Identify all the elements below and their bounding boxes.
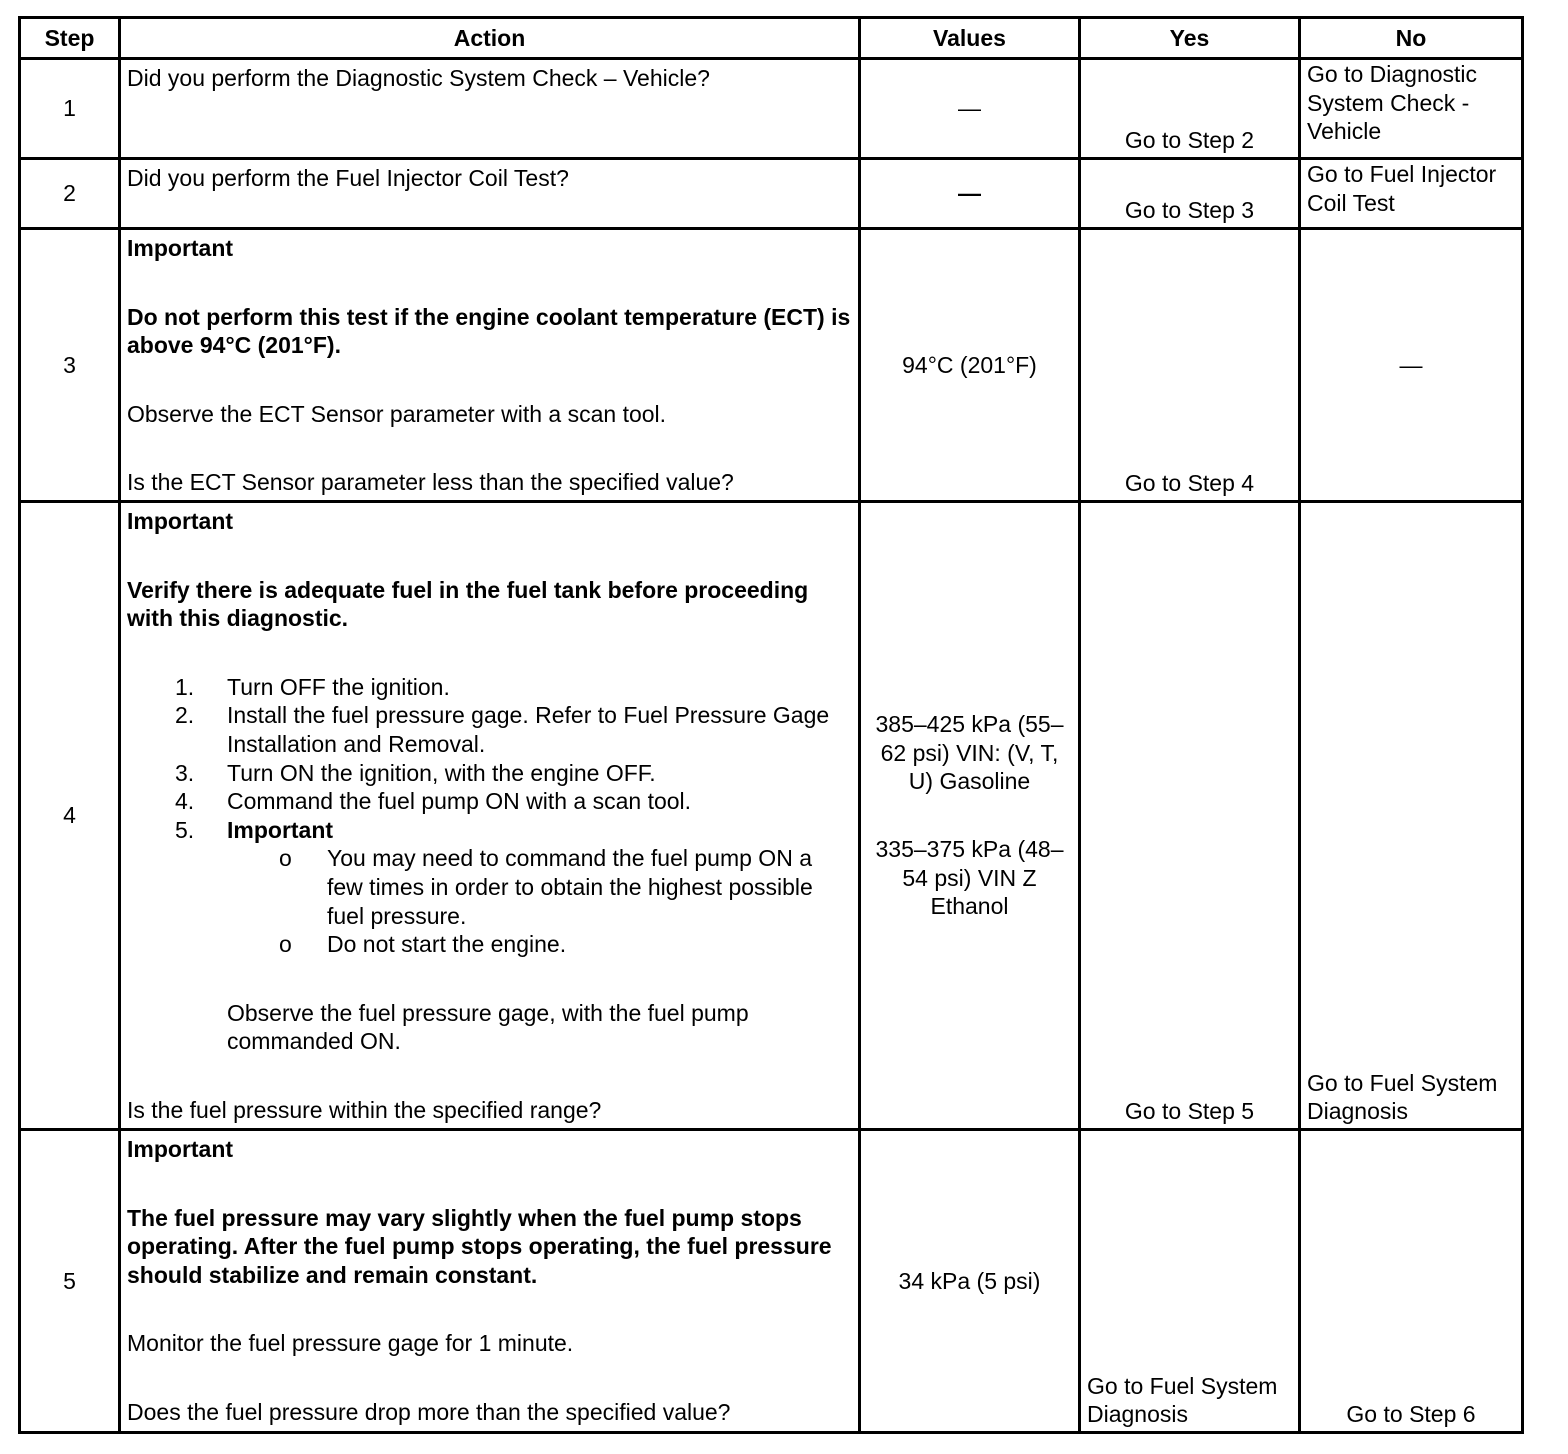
table-row-step-2 (20, 159, 1523, 229)
table-row-step-4 (20, 502, 1523, 1130)
step-number: 4 (20, 502, 120, 1130)
step-number: 3 (20, 229, 120, 502)
header-step: Step (20, 18, 120, 59)
values-cell: 94°C (201°F) (860, 229, 1080, 502)
values-gasoline: 385–425 kPa (55–62 psi) VIN: (V, T, U) Gasoline (875, 711, 1064, 795)
action-question: Does the fuel pressure drop more than the specified value? (127, 1398, 731, 1425)
list-item: 3. Turn ON the ignition, with the engine OFF. (175, 759, 656, 786)
important-text: Do not perform this test if the engine coolant temperature (ECT) is above 94°C (201°F). (127, 303, 851, 359)
important-text: Verify there is adequate fuel in the fuel tank before proceeding with this diagnostic. (127, 576, 809, 632)
action-instruction: Monitor the fuel pressure gage for 1 minute. (127, 1330, 574, 1357)
no-cell: Go to Fuel Injector Coil Test (1300, 159, 1523, 229)
list-item: 1. Turn OFF the ignition. (175, 673, 450, 700)
table-row-step-1 (20, 59, 1523, 159)
diagnostic-table (18, 16, 1524, 1434)
action-cell (120, 502, 860, 1130)
list-item: 4. Command the fuel pump ON with a scan tool. (175, 788, 692, 815)
list-item: 5. Important o You may need to command the fuel pump ON a few times in order to obtain the highest possible fuel pressure. o Do not start the engine. (127, 816, 852, 959)
bullet-list (227, 844, 852, 958)
substep-list (127, 673, 852, 959)
values-cell: — (860, 59, 1080, 159)
table-row-step-5 (20, 1130, 1523, 1433)
action-cell (120, 1130, 860, 1433)
header-row (20, 18, 1523, 59)
action-observe: Observe the fuel pressure gage, with the fuel pump commanded ON. (227, 999, 749, 1055)
action-question: Is the ECT Sensor parameter less than the specified value? (127, 469, 734, 496)
step-number: 5 (20, 1130, 120, 1433)
yes-cell: Go to Step 2 (1080, 59, 1300, 159)
action-cell (120, 159, 860, 229)
values-ethanol: 335–375 kPa (48–54 psi) VIN Z Ethanol (875, 836, 1064, 920)
action-cell (120, 59, 860, 159)
action-question: Did you perform the Diagnostic System Check – Vehicle? (127, 65, 710, 91)
header-values: Values (860, 18, 1080, 59)
step-number: 2 (20, 159, 120, 229)
header-action: Action (120, 18, 860, 59)
yes-cell: Go to Step 4 (1080, 229, 1300, 502)
important-label: Important (127, 508, 234, 534)
table-row-step-3 (20, 229, 1523, 502)
action-instruction: Observe the ECT Sensor parameter with a scan tool. (127, 400, 667, 427)
list-item: o You may need to command the fuel pump ON a few times in order to obtain the highest possible fuel pressure. (279, 845, 813, 929)
no-cell: Go to Diagnostic System Check - Vehicle (1300, 59, 1523, 159)
action-cell (120, 229, 860, 502)
important-label: Important (127, 1136, 234, 1162)
header-no: No (1300, 18, 1523, 59)
no-cell: Go to Step 6 (1300, 1130, 1523, 1433)
values-cell (860, 159, 1080, 229)
values-dash: — (958, 180, 981, 207)
action-question: Is the fuel pressure within the specified range? (127, 1096, 602, 1123)
values-cell (860, 502, 1080, 1130)
values-cell: 34 kPa (5 psi) (860, 1130, 1080, 1433)
yes-cell: Go to Fuel System Diagnosis (1080, 1130, 1300, 1433)
important-label: Important (127, 235, 234, 261)
yes-cell: Go to Step 5 (1080, 502, 1300, 1130)
list-item: o Do not start the engine. (279, 931, 567, 958)
no-cell: Go to Fuel System Diagnosis (1300, 502, 1523, 1130)
yes-cell: Go to Step 3 (1080, 159, 1300, 229)
no-cell: — (1300, 229, 1523, 502)
header-yes: Yes (1080, 18, 1300, 59)
important-text: The fuel pressure may vary slightly when the fuel pump stops operating. After the fuel pump stops operating, the fuel pressure should stabilize and remain constant. (127, 1204, 832, 1288)
action-question: Did you perform the Fuel Injector Coil Test? (127, 165, 569, 191)
list-item: 2. Install the fuel pressure gage. Refer to Fuel Pressure Gage Installation and Removal. (175, 702, 830, 757)
step-number: 1 (20, 59, 120, 159)
